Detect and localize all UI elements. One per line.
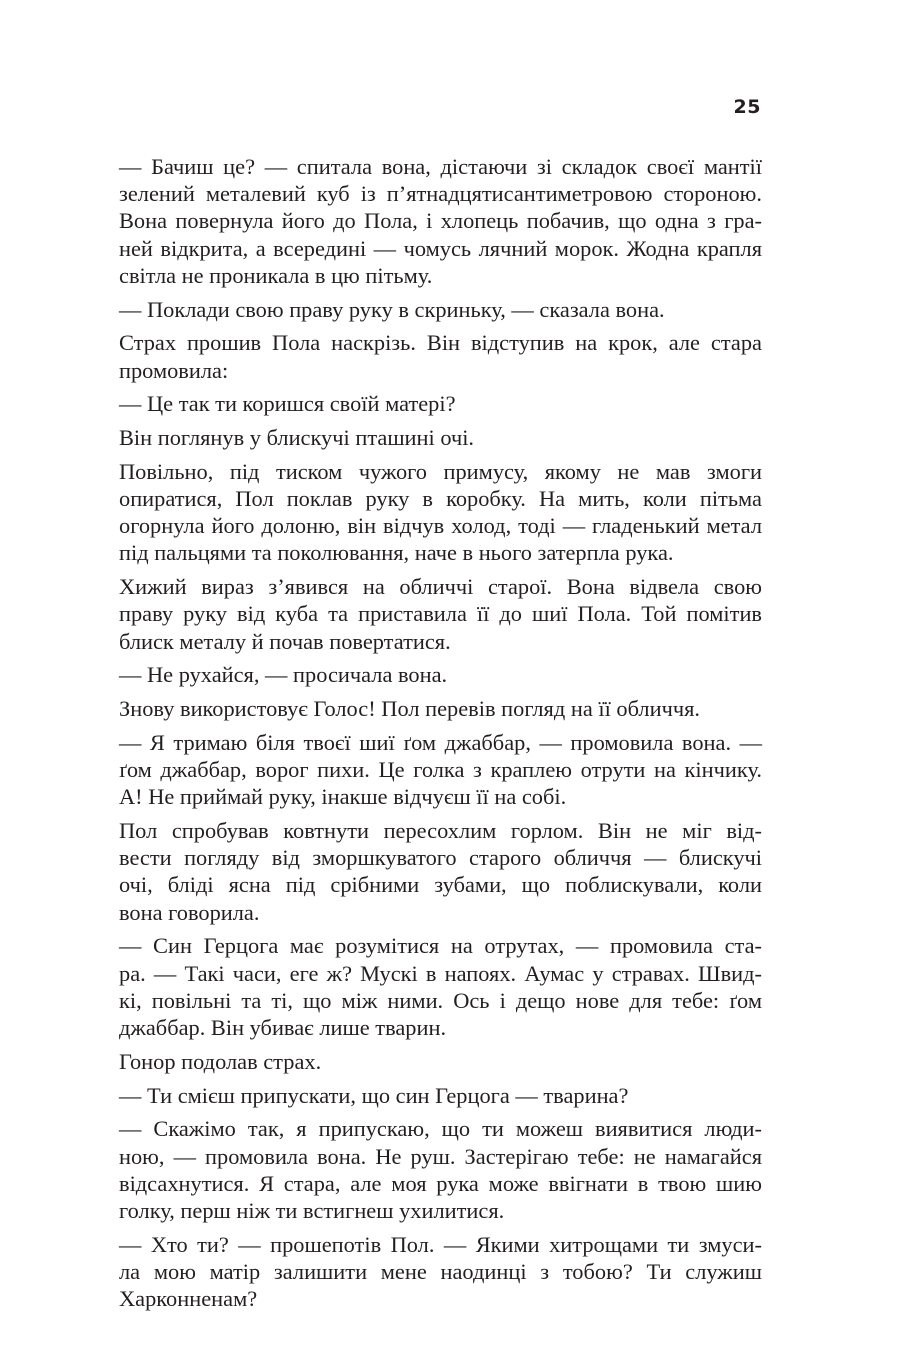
- text-line: ла мою матір залишити мене наодинці з тобою? Ти служиш: [119, 1258, 762, 1284]
- text-line: вести погляду від зморшкуватого старого обличчя — блискучі: [119, 845, 762, 871]
- paragraph: [119, 932, 762, 1041]
- paragraph: [119, 695, 762, 722]
- text-line: очі, бліді ясна під срібними зубами, що поблискували, коли: [119, 872, 762, 898]
- text-line: — Син Герцога має розумітися на отрутах, — промовила ста-: [119, 933, 762, 959]
- text-line: Гонор подолав страх.: [119, 1048, 322, 1074]
- paragraph: [119, 1231, 762, 1313]
- text-line: — Поклади свою праву руку в скриньку, — сказала вона.: [119, 296, 665, 322]
- text-line: відсахнутися. Я стара, але моя рука може ввігнати в твою шию: [119, 1170, 762, 1196]
- text-line: А! Не приймай руку, інакше відчуєш її на собі.: [119, 784, 567, 810]
- paragraph: [119, 1048, 762, 1075]
- paragraph: [119, 573, 762, 655]
- text-line: ней відкрита, а всередині — чомусь лячний морок. Жодна крапля: [119, 235, 762, 261]
- paragraph: [119, 458, 762, 567]
- text-line: опиратися, Пол поклав руку в коробку. На мить, коли пітьма: [119, 486, 762, 512]
- paragraph: [119, 729, 762, 811]
- text-line: кі, повільні та ті, що між ними. Ось і дещо нове для тебе: ґом: [119, 987, 762, 1013]
- text-line: огорнула його долоню, він відчув холод, тоді — гладенький метал: [119, 513, 762, 539]
- text-line: під пальцями та поколювання, наче в нього затерпла рука.: [119, 540, 674, 566]
- text-line: Страх прошив Пола наскрізь. Він відступив на крок, але стара: [119, 330, 762, 356]
- text-line: промовила:: [119, 357, 229, 383]
- text-line: — Бачиш це? — спитала вона, дістаючи зі складок своєї мантії: [119, 154, 762, 179]
- paragraph: [119, 390, 762, 417]
- text-line: Вона повернула його до Пола, і хлопець побачив, що одна з гра-: [119, 208, 762, 234]
- text-line: ґом джаббар, ворог пихи. Це голка з краплею отрути на кінчику.: [119, 757, 762, 783]
- text-line: ра. — Такі часи, еге ж? Мускі в напоях. Аумас у стравах. Швид-: [119, 960, 762, 986]
- paragraph: [119, 817, 762, 926]
- text-line: Він поглянув у блискучі пташині очі.: [119, 425, 475, 451]
- text-line: Пол спробував ковтнути пересохлим горлом. Він не міг від-: [119, 818, 762, 844]
- text-line: — Скажімо так, я припускаю, що ти можеш виявитися люди-: [119, 1116, 762, 1142]
- text-line: блиск металу й почав повертатися.: [119, 628, 451, 654]
- text-line: — Ти смієш припускати, що син Герцога — тварина?: [119, 1082, 629, 1108]
- page-number: 25: [733, 96, 761, 118]
- text-line: ною, — промовила вона. Не руш. Застерігаю тебе: не намагайся: [119, 1143, 762, 1169]
- text-line: — Це так ти коришся своїй матері?: [119, 391, 456, 417]
- body-text: [119, 153, 762, 1312]
- text-line: світла не проникала в цю пітьму.: [119, 262, 433, 288]
- text-line: праву руку від куба та приставила її до шиї Пола. Той помітив: [119, 601, 762, 627]
- text-line: — Хто ти? — прошепотів Пол. — Якими хитрощами ти змуси-: [119, 1231, 762, 1257]
- paragraph: [119, 296, 762, 323]
- text-line: Повільно, під тиском чужого примусу, якому не мав змоги: [119, 458, 762, 484]
- text-line: голку, перш ніж ти встигнеш ухилитися.: [119, 1197, 505, 1223]
- text-line: — Я тримаю біля твоєї шиї ґом джаббар, — промовила вона. —: [119, 729, 762, 755]
- text-line: зелений металевий куб із п’ятнадцятисантиметровою стороною.: [119, 181, 762, 207]
- text-line: Хижий вираз з’явився на обличчі старої. Вона відвела свою: [119, 574, 762, 600]
- text-line: — Не рухайся, — просичала вона.: [119, 662, 448, 688]
- paragraph: [119, 1082, 762, 1109]
- paragraph: [119, 1115, 762, 1224]
- text-line: Харконненам?: [119, 1286, 258, 1312]
- paragraph: [119, 153, 762, 289]
- text-line: джаббар. Він убиває лише тварин.: [119, 1014, 447, 1040]
- paragraph: [119, 329, 762, 383]
- paragraph: [119, 661, 762, 688]
- text-line: вона говорила.: [119, 899, 260, 925]
- text-line: Знову використовує Голос! Пол перевів погляд на її обличчя.: [119, 696, 700, 722]
- paragraph: [119, 424, 762, 451]
